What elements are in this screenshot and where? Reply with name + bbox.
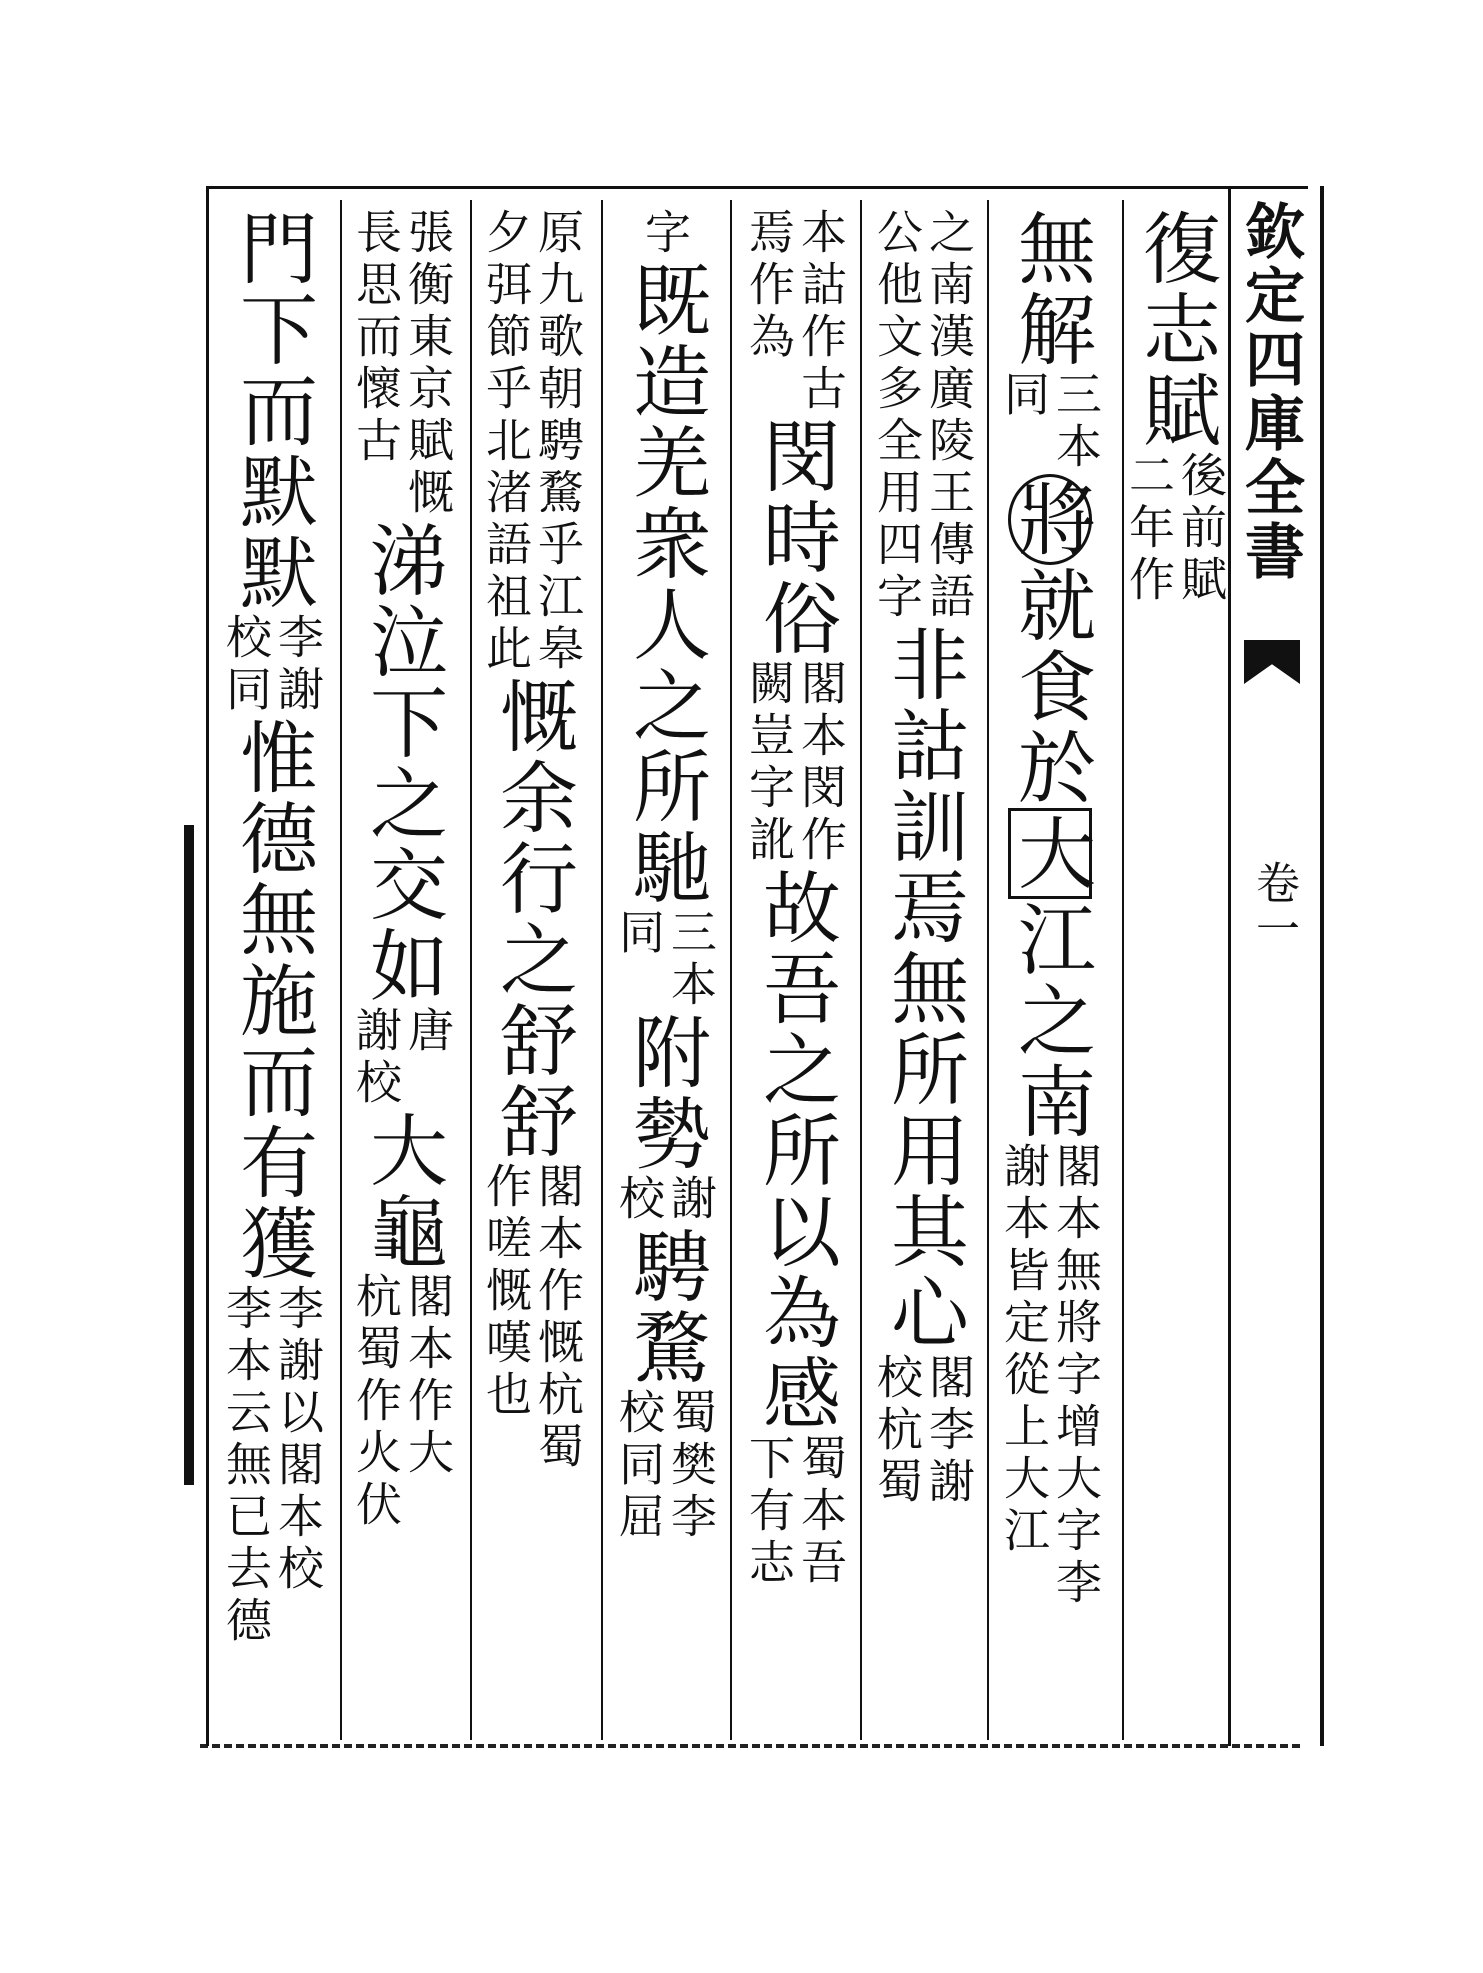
column-divider [987, 200, 989, 1740]
annotation-right: 本詁作古 [794, 208, 848, 416]
annotation-pair [220, 613, 324, 717]
fishtail-mark [1244, 640, 1300, 684]
main-text: 既造 [620, 260, 710, 422]
annotation-pair [743, 659, 847, 867]
annotation-right: 閣本作慨杭蜀 [531, 1162, 585, 1474]
main-text: 慨余行之舒舒 [487, 676, 577, 1162]
annotation-text: 字 [638, 208, 692, 260]
annotation-left: 校同 [219, 613, 273, 717]
boxed-character: 大 [1008, 808, 1092, 899]
annotation-right: 閣本作大 [401, 1272, 455, 1480]
text-column-3 [863, 208, 983, 1738]
annotation-right: 閣本無將字增大字李 [1049, 1142, 1103, 1610]
column-divider [860, 200, 862, 1740]
annotation-left: 下有志 [742, 1434, 796, 1590]
annotation-right: 謝 [664, 1174, 718, 1226]
annotation-left: 杭蜀作火伏 [349, 1272, 403, 1532]
annotation-pair [871, 208, 975, 624]
annotation-left: 校同屈 [612, 1388, 666, 1544]
main-text [998, 808, 1102, 899]
left-margin-mark [184, 825, 194, 1485]
annotation-right: 閣李謝 [922, 1353, 976, 1509]
circled-character: 將 [1008, 474, 1092, 565]
annotation-pair [998, 1142, 1102, 1610]
main-text [998, 474, 1102, 565]
annotation-right: 三本 [1049, 370, 1103, 474]
column-flow [998, 208, 1102, 1610]
main-text: 羌衆人之所馳 [620, 422, 710, 908]
annotation-pair [613, 1388, 717, 1544]
text-column-5 [605, 208, 725, 1738]
annotation-pair [998, 370, 1102, 474]
annotation-pair [743, 1434, 847, 1590]
annotation-pair [613, 908, 717, 1012]
text-column-2 [990, 208, 1110, 1738]
annotation-left: 校杭蜀 [870, 1353, 924, 1509]
text-column-1 [1115, 208, 1235, 1738]
annotation-right: 閣本閔作 [794, 659, 848, 867]
frame-top-rule [208, 186, 1308, 189]
annotation-pair [350, 1272, 454, 1532]
annotation-pair [613, 1174, 717, 1226]
main-text: 復志賦 [1130, 208, 1220, 451]
annotation-right: 張衡東京賦慨 [401, 208, 455, 520]
main-text: 大龜 [357, 1110, 447, 1272]
annotation-left: 夕弭節乎北渚語祖此 [479, 208, 533, 676]
annotation-pair [1123, 451, 1227, 607]
main-text: 涕泣下之交如 [357, 520, 447, 1006]
main-text: 騁騖 [620, 1226, 710, 1388]
annotation-right: 李謝以閣本校 [271, 1284, 325, 1596]
annotation-pair [871, 1353, 975, 1509]
annotation-pair [350, 1006, 454, 1110]
annotation-left: 公他文多全用四字 [870, 208, 924, 624]
column-flow [871, 208, 975, 1509]
annotation-pair [480, 208, 584, 676]
column-flow [743, 208, 847, 1590]
annotation-pair [350, 208, 454, 520]
text-column-4 [735, 208, 855, 1738]
annotation-left: 謝本皆定從上大江 [997, 1142, 1051, 1558]
column-flow [1123, 208, 1227, 607]
main-text: 閔時俗 [750, 416, 840, 659]
main-text: 無解 [1005, 208, 1095, 370]
text-column-6 [472, 208, 592, 1738]
main-text: 惟德無施而有獲 [227, 717, 317, 1284]
annotation-right: 三本 [664, 908, 718, 1012]
annotation-pair [480, 1162, 584, 1474]
main-text: 附勢 [620, 1012, 710, 1174]
frame-right-rule-outer [1320, 186, 1324, 1746]
frame-bottom-rule [200, 1744, 1300, 1748]
annotation-pair [743, 208, 847, 416]
main-text: 非詁訓焉無所用其心 [878, 624, 968, 1353]
column-flow [220, 208, 324, 1648]
annotation-left: 李本云無已去德 [219, 1284, 273, 1648]
annotation-left: 謝校 [349, 1006, 403, 1110]
annotation-right: 李謝 [271, 613, 325, 717]
main-text: 故吾之所以為感 [750, 867, 840, 1434]
annotation-left: 長思而懷古 [349, 208, 403, 468]
column-divider [730, 200, 732, 1740]
column-flow [350, 208, 454, 1532]
annotation-right: 之南漢廣陵王傳語 [922, 208, 976, 624]
main-text: 江之南 [1005, 899, 1095, 1142]
annotation-right: 唐 [401, 1006, 455, 1058]
annotation-left: 同 [997, 370, 1051, 422]
volume-label: 卷一 [1248, 860, 1299, 952]
text-column-7 [342, 208, 462, 1738]
annotation-right: 原九歌朝騁騖乎江皋 [531, 208, 585, 676]
annotation-right: 蜀本吾 [794, 1434, 848, 1590]
annotation-right: 蜀樊李 [664, 1388, 718, 1544]
book-title: 欽定四庫全書 [1235, 200, 1305, 584]
annotation-right: 後前賦 [1174, 451, 1228, 607]
text-column-8 [212, 208, 332, 1738]
main-text: 就食於 [1005, 565, 1095, 808]
main-text: 門下而默默 [227, 208, 317, 613]
annotation-left: 作嗟慨嘆也 [479, 1162, 533, 1422]
annotation-left: 焉作為 [742, 208, 796, 364]
column-flow [480, 208, 584, 1474]
column-divider [601, 200, 603, 1740]
annotation-left: 校 [612, 1174, 666, 1226]
annotation-pair [220, 1284, 324, 1648]
frame-left-rule [206, 186, 209, 1746]
annotation-left: 二年作 [1122, 451, 1176, 607]
annotation-left: 闕豈字訛 [742, 659, 796, 867]
annotation-left: 同 [612, 908, 666, 960]
column-flow [613, 208, 717, 1544]
